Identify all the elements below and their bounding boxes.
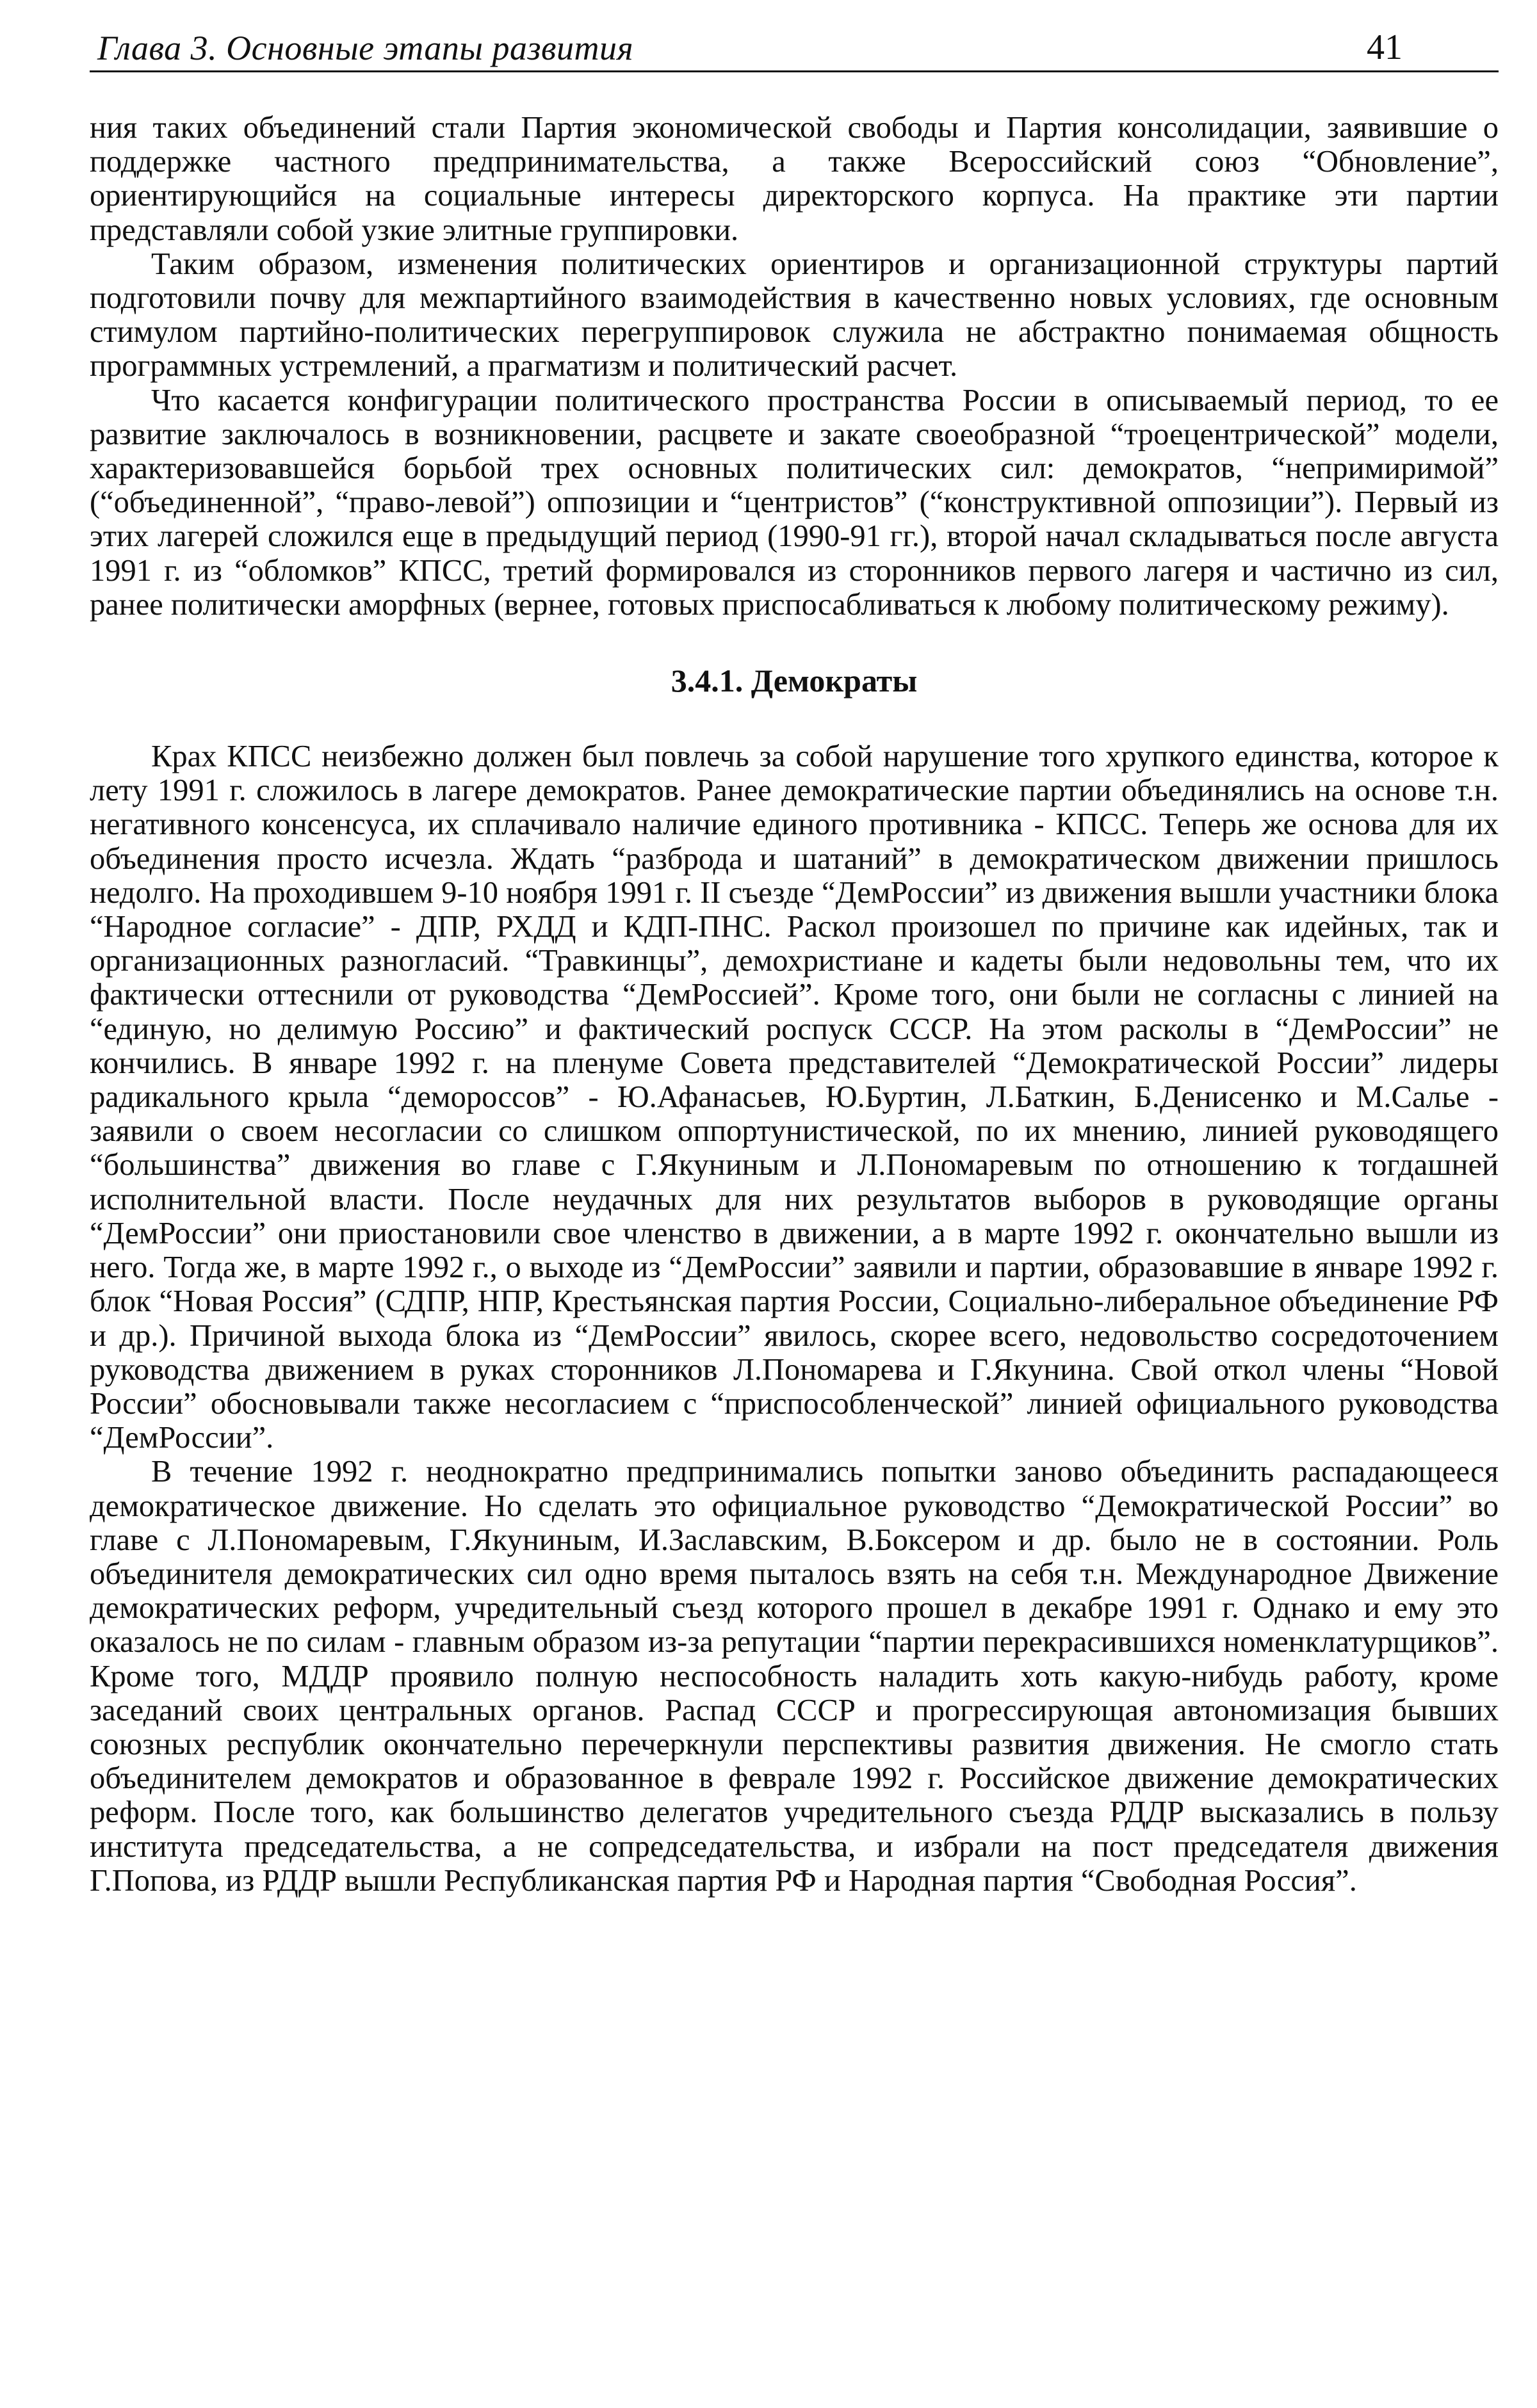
paragraph-continued: ния таких объединений стали Партия экономической свободы и Партия консолидации, заявившие о поддержке частного предпринимательства, а также Всероссийский союз “Обновление”, ориентирующийся на социальные интересы директорского корпуса. На практике эти партии представляли собой узкие элитные группировки. <box>90 111 1499 247</box>
document-page <box>90 19 1499 1898</box>
paragraph: Крах КПСС неизбежно должен был повлечь за собой нарушение того хрупкого единства, которое к лету 1991 г. сложилось в лагере демократов. Ранее демократические партии объединялись на основе т.н. негативного консенсуса, их сплачивало наличие единого противника - КПСС. Теперь же основа для их объединения просто исчезла. Ждать “разброда и шатаний” в демократическом движении пришлось недолго. На проходившем 9-10 ноября 1991 г. II съезде “ДемРоссии” из движения вышли участники блока “Народное согласие” - ДПР, РХДД и КДП-ПНС. Раскол произошел по причине как идейных, так и организационных разногласий. “Травкинцы”, демохристиане и кадеты были недовольны тем, что их фактически оттеснили от руководства “ДемРоссией”. Кроме того, они были не согласны с линией на “единую, но делимую Россию” и фактический роспуск СССР. На этом расколы в “ДемРоссии” не кончились. В январе 1992 г. на пленуме Совета представителей “Демократической России” лидеры радикального крыла “демороссов” - Ю.Афанасьев, Ю.Буртин, Л.Баткин, Б.Денисенко и М.Салье - заявили о своем несогласии со слишком оппортунистической, по их мнению, линией руководящего “большинства” движения во главе с Г.Якуниным и Л.Пономаревым по отношению к тогдашней исполнительной власти. После неудачных для них результатов выборов в руководящие органы “ДемРоссии” они приостановили свое членство в движении, а в марте 1992 г. окончательно вышли из него. Тогда же, в марте 1992 г., о выходе из “ДемРоссии” заявили и партии, образовавшие в январе 1992 г. блок “Новая Россия” (СДПР, НПР, Крестьянская партия России, Социально-либеральное объединение РФ и др.). Причиной выхода блока из “ДемРоссии” явилось, скорее всего, недовольство сосредоточением руководства движением в руках сторонников Л.Пономарева и Г.Якунина. Свой откол члены “Новой России” обосновывали также несогласием с “приспособленческой” линией официального руководства “ДемРоссии”. <box>90 739 1499 1455</box>
paragraph: Что касается конфигурации политического пространства России в описываемый период, то ее развитие заключалось в возникновении, расцвете и закате своеобразной “троецентрической” модели, характеризовавшейся борьбой трех основных политических сил: демократов, “непримиримой” (“объединенной”, “право-левой”) оппозиции и “центристов” (“конструктивной оппозиции”). Первый из этих лагерей сложился еще в предыдущий период (1990-91 гг.), второй начал складываться после августа 1991 г. из “обломков” КПСС, третий формировался из сторонников первого лагеря и частично из сил, ранее политически аморфных (вернее, готовых приспосабливаться к любому политическому режиму). <box>90 383 1499 622</box>
chapter-title: Глава 3. Основные этапы развития <box>97 29 634 67</box>
body-text <box>90 111 1499 1898</box>
paragraph: Таким образом, изменения политических ориентиров и организационной структуры партий подготовили почву для межпартийного взаимодействия в качественно новых условиях, где основным стимулом партийно-политических перегруппировок служила не абстрактно понимаемая общность программных устремлений, а прагматизм и политический расчет. <box>90 246 1499 384</box>
paragraph: В течение 1992 г. неоднократно предпринимались попытки заново объединить распадающееся демократическое движение. Но сделать это официальное руководство “Демократической России” во главе с Л.Пономаревым, Г.Якуниным, И.Заславским, В.Боксером и др. было не в состоянии. Роль объединителя демократических сил одно время пыталось взять на себя т.н. Международное Движение демократических реформ, учредительный съезд которого прошел в декабре 1991 г. Однако и ему это оказалось не по силам - главным образом из-за репутации “партии перекрасившихся номенклатурщиков”. Кроме того, МДДР проявило полную неспособность наладить хоть какую-нибудь работу, кроме заседаний своих центральных органов. Распад СССР и прогрессирующая автономизация бывших союзных республик окончательно перечеркнули перспективы развития движения. Не смогло стать объединителем демократов и образованное в феврале 1992 г. Российское движение демократических реформ. После того, как большинство делегатов учредительного съезда РДДР высказались в пользу института председательства, а не сопредседательства, и избрали на пост председателя движения Г.Попова, из РДДР вышли Республиканская партия РФ и Народная партия “Свободная Россия”. <box>90 1455 1499 1898</box>
page-number: 41 <box>1367 28 1403 67</box>
section-heading: 3.4.1. Демократы <box>671 663 918 699</box>
running-header <box>90 19 1499 72</box>
